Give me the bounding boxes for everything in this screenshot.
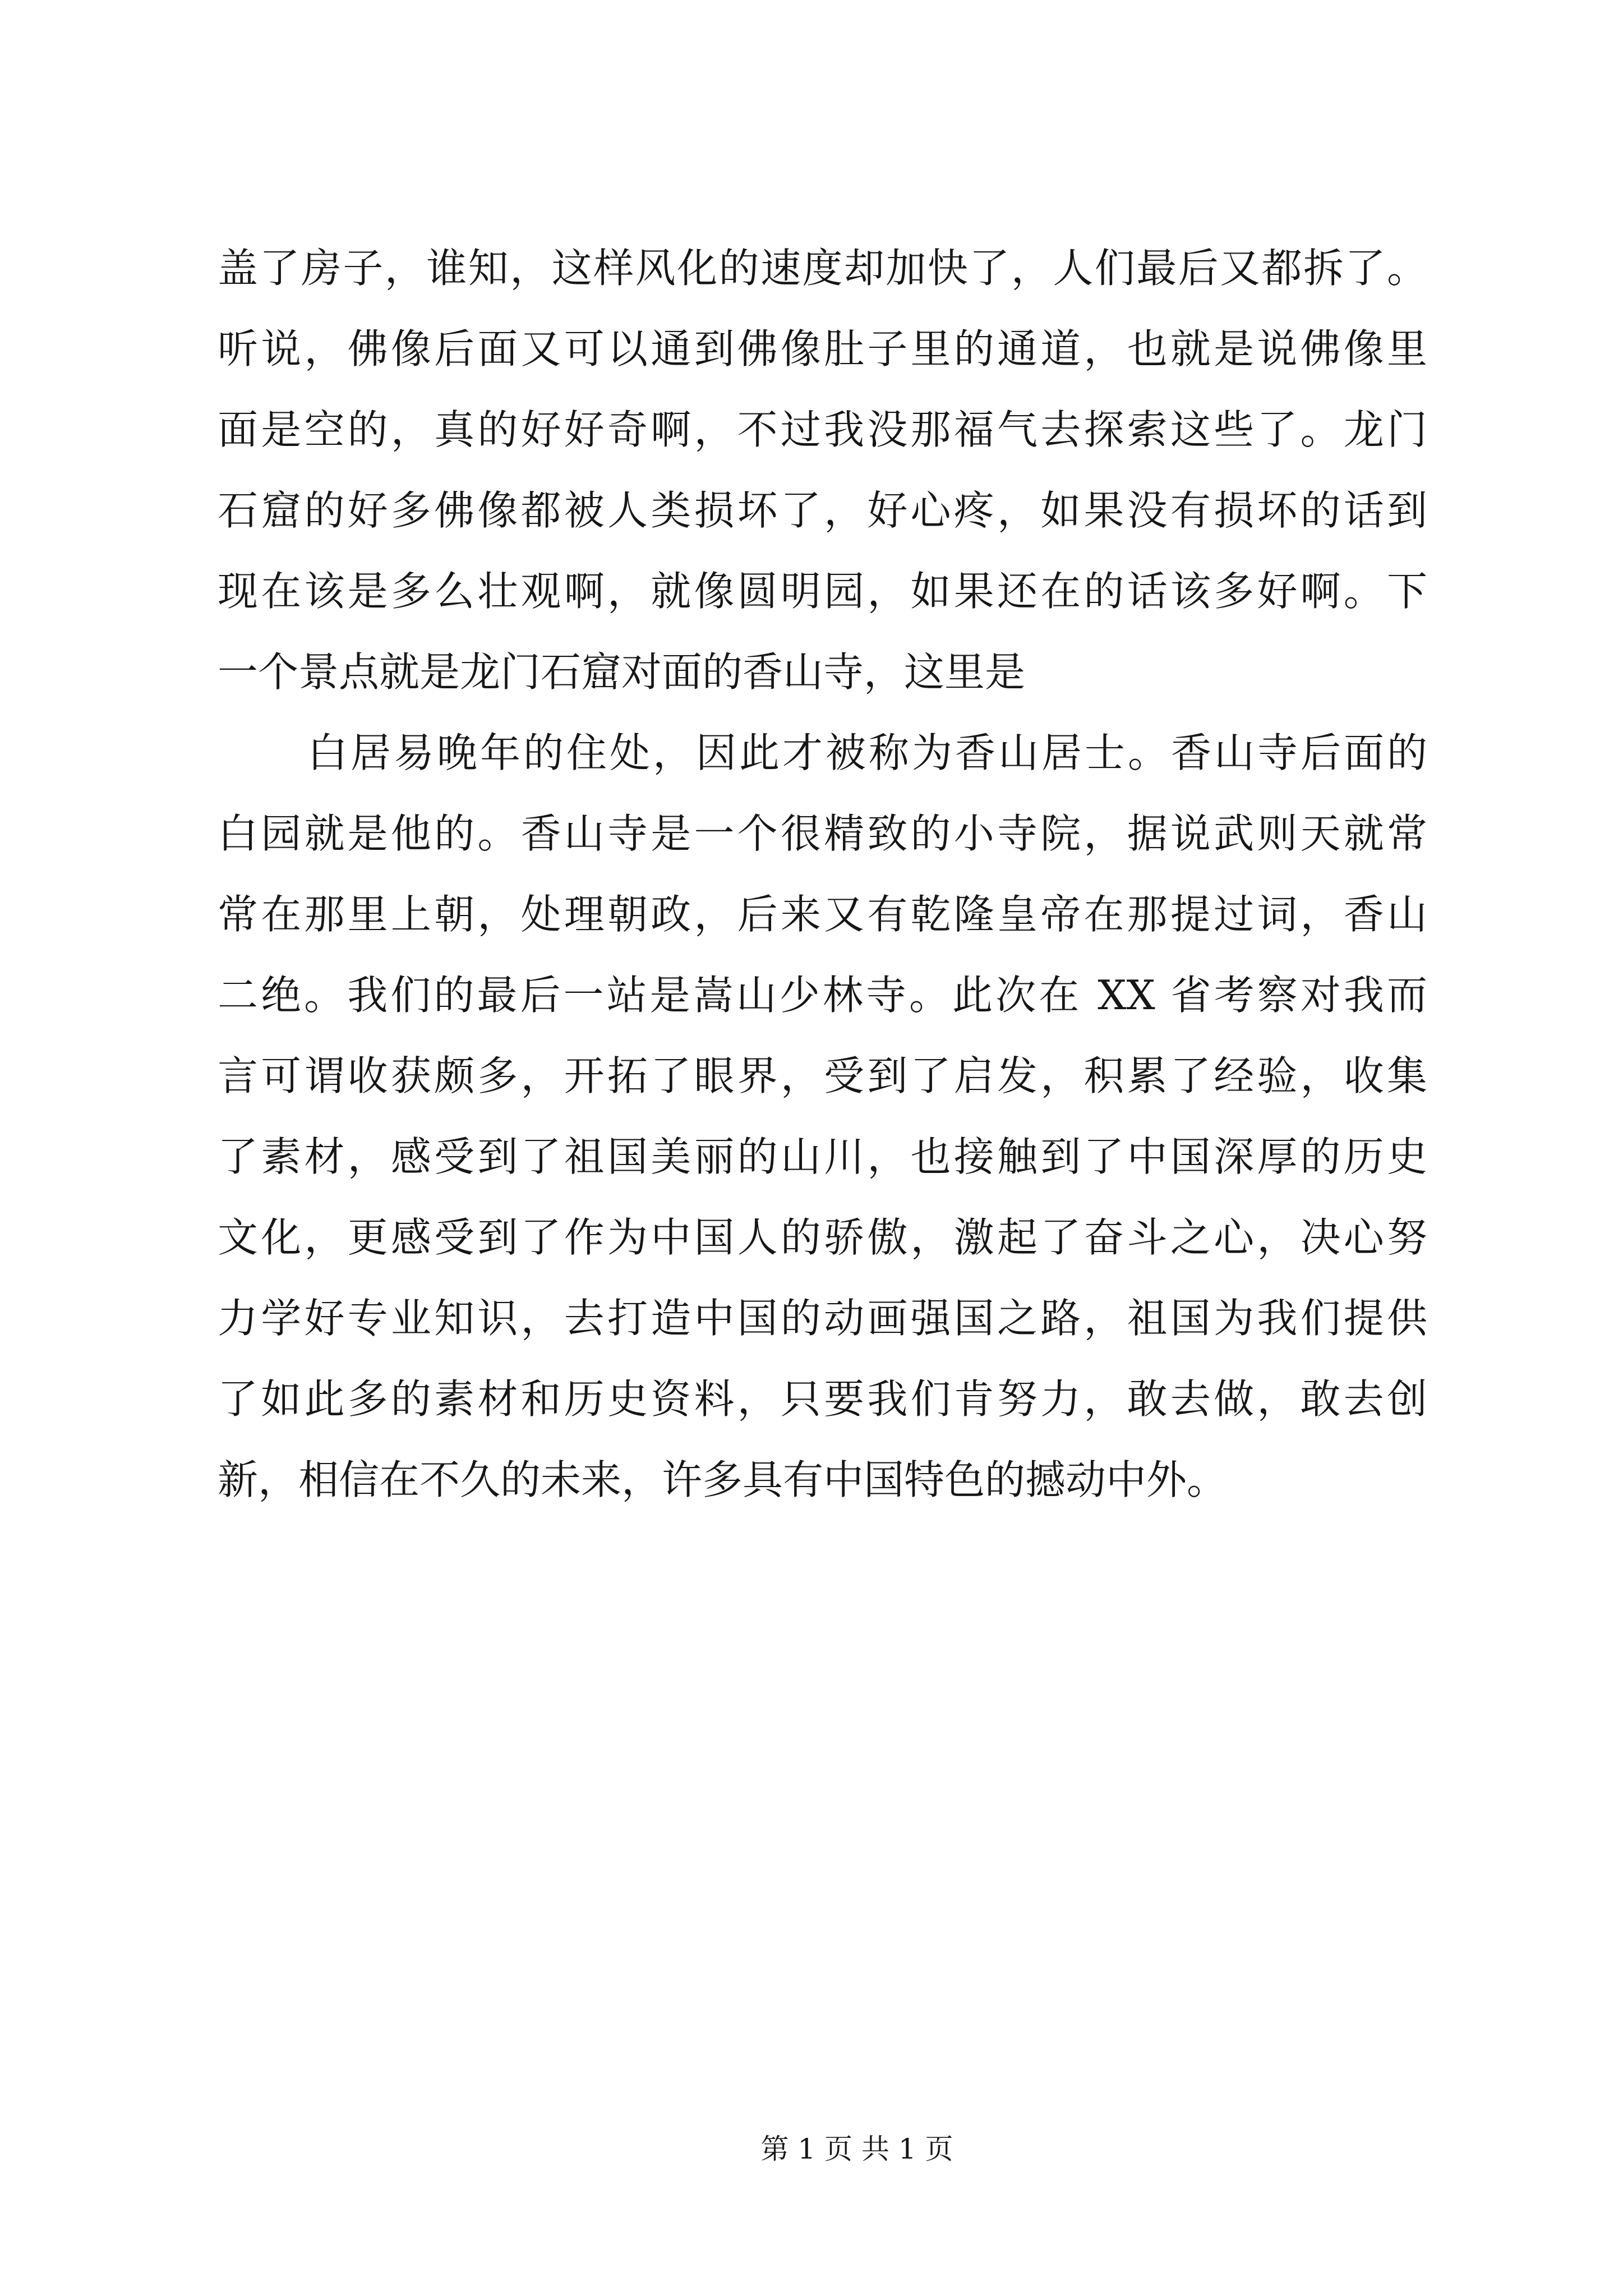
body-line: 力学好专业知识，去打造中国的动画强国之路，祖国为我们提供 [218, 1295, 1427, 1342]
body-line: 白居易晚年的住处，因此才被称为香山居士。香山寺后面的 [307, 729, 1427, 776]
body-text [218, 228, 1427, 1520]
body-line: 二绝。我们的最后一站是嵩山少林寺。此次在 XX 省考察对我而 [218, 972, 1427, 1019]
body-line: 听说，佛像后面又可以通到佛像肚子里的通道，也就是说佛像里 [218, 325, 1427, 372]
body-line: 一个景点就是龙门石窟对面的香山寺，这里是 [218, 648, 1026, 696]
body-line: 面是空的，真的好好奇啊，不过我没那福气去探索这些了。龙门 [218, 406, 1427, 453]
body-line: 言可谓收获颇多，开拓了眼界，受到了启发，积累了经验，收集 [218, 1052, 1427, 1099]
body-line: 了如此多的素材和历史资料，只要我们肯努力，敢去做，敢去创 [218, 1375, 1427, 1423]
body-line: 新，相信在不久的未来，许多具有中国特色的撼动中外。 [218, 1456, 1228, 1503]
body-line: 现在该是多么壮观啊，就像圆明园，如果还在的话该多好啊。下 [218, 568, 1427, 615]
body-line: 石窟的好多佛像都被人类损坏了，好心疼，如果没有损坏的话到 [218, 487, 1427, 534]
body-line: 文化，更感受到了作为中国人的骄傲，激起了奋斗之心，决心努 [218, 1214, 1427, 1261]
paragraph [218, 228, 1427, 712]
body-line: 盖了房子，谁知，这样风化的速度却加快了，人们最后又都拆了。 [218, 245, 1427, 292]
body-line: 了素材，感受到了祖国美丽的山川，也接触到了中国深厚的历史 [218, 1133, 1427, 1180]
body-line: 白园就是他的。香山寺是一个很精致的小寺院，据说武则天就常 [218, 810, 1427, 857]
body-line: 常在那里上朝，处理朝政，后来又有乾隆皇帝在那提过词，香山 [218, 891, 1427, 938]
paragraph [218, 712, 1427, 1520]
page-number-footer: 第 1 页 共 1 页 [760, 2133, 953, 2165]
